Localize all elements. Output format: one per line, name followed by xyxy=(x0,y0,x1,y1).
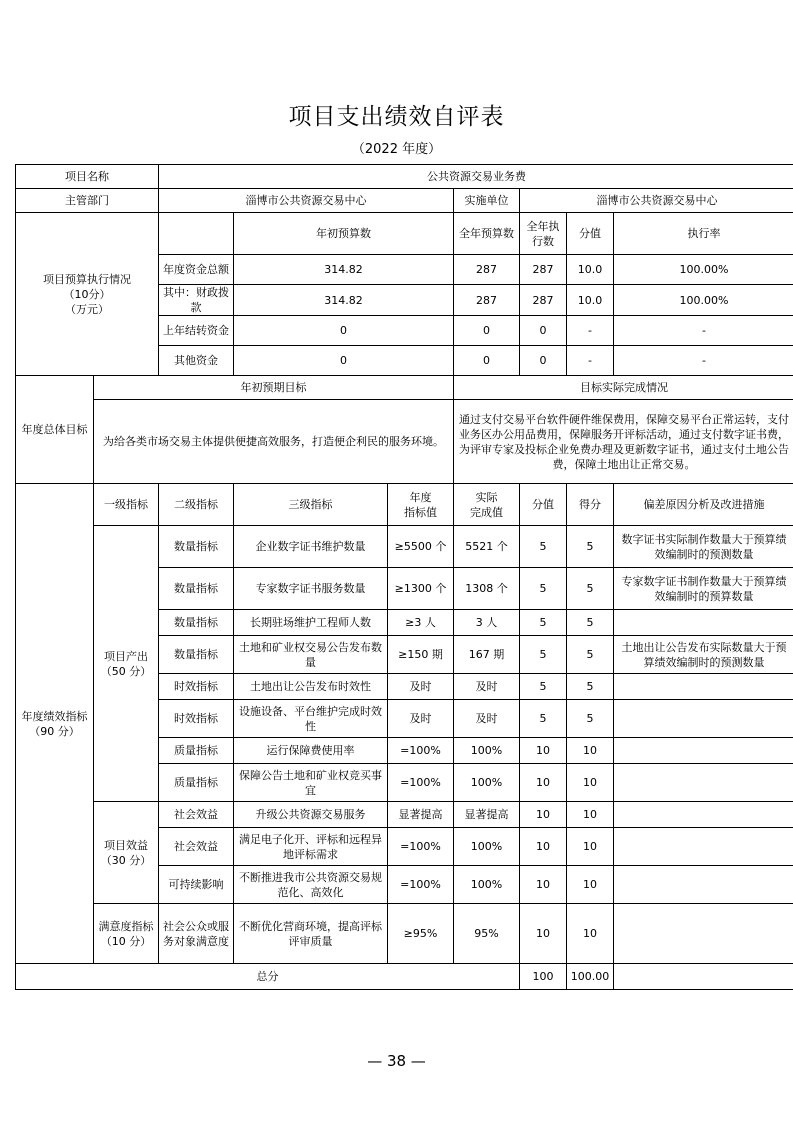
indicator-actual: 100% xyxy=(454,764,520,802)
level3-indicator: 企业数字证书维护数量 xyxy=(234,526,388,568)
indicator-target: =100% xyxy=(388,828,454,866)
indicator-target: 显著提高 xyxy=(388,802,454,828)
indicator-header-row xyxy=(16,484,793,526)
actual-completion-header: 目标实际完成情况 xyxy=(454,376,793,400)
indicator-column-header: 实际 完成值 xyxy=(454,484,520,526)
indicator-actual: 及时 xyxy=(454,700,520,738)
budget-empty-header xyxy=(159,213,234,255)
budget-value: 0 xyxy=(520,346,567,376)
indicator-actual: 显著提高 xyxy=(454,802,520,828)
level2-indicator: 社会效益 xyxy=(159,802,234,828)
project-name-label: 项目名称 xyxy=(16,165,159,189)
indicator-column-header: 三级指标 xyxy=(234,484,388,526)
level3-indicator: 专家数字证书服务数量 xyxy=(234,568,388,610)
indicator-score-value: 5 xyxy=(520,674,567,700)
indicator-score-value: 10 xyxy=(520,738,567,764)
indicator-row xyxy=(16,802,793,828)
budget-section-label: 项目预算执行情况 （10分） （万元） xyxy=(16,213,159,376)
level1-indicator: 满意度指标 （10 分） xyxy=(94,904,159,964)
project-name-row xyxy=(16,165,793,189)
level3-indicator: 保障公告土地和矿业权竞买事宜 xyxy=(234,764,388,802)
indicator-score: 10 xyxy=(567,866,614,904)
budget-value: 10.0 xyxy=(567,255,614,285)
budget-row-label: 上年结转资金 xyxy=(159,316,234,346)
planned-goal-text: 为给各类市场交易主体提供便捷高效服务，打造便企利民的服务环境。 xyxy=(94,400,454,484)
budget-value: 100.00% xyxy=(614,255,793,285)
indicator-score-value: 5 xyxy=(520,526,567,568)
level1-indicator: 项目产出 （50 分） xyxy=(94,526,159,802)
budget-column-header: 执行率 xyxy=(614,213,793,255)
indicator-score-value: 5 xyxy=(520,610,567,636)
deviation-note: 专家数字证书制作数量大于预算绩效编制时的预算数量 xyxy=(614,568,793,610)
level2-indicator: 数量指标 xyxy=(159,568,234,610)
total-note xyxy=(614,964,793,990)
performance-indicator-label: 年度绩效指标 （90 分） xyxy=(16,484,94,964)
goals-content-row xyxy=(16,400,793,484)
deviation-note xyxy=(614,610,793,636)
indicator-target: 及时 xyxy=(388,700,454,738)
indicator-actual: 100% xyxy=(454,738,520,764)
level2-indicator: 社会效益 xyxy=(159,828,234,866)
deviation-note xyxy=(614,674,793,700)
actual-completion-text: 通过支付交易平台软件硬件维保费用，保障交易平台正常运转，支付业务区办公用品费用，保障服务开评标活动，通过支付数字证书费，为评审专家及投标企业免费办理及更新数字证书，通过支付土地公告费，保障土地出让正常交易。 xyxy=(454,400,793,484)
department-value: 淄博市公共资源交易中心 xyxy=(159,189,454,213)
indicator-target: ≥150 期 xyxy=(388,636,454,674)
budget-value: 0 xyxy=(454,346,520,376)
project-name-value: 公共资源交易业务费 xyxy=(159,165,793,189)
level2-indicator: 时效指标 xyxy=(159,674,234,700)
indicator-target: ≥95% xyxy=(388,904,454,964)
level1-indicator: 项目效益 （30 分） xyxy=(94,802,159,904)
goals-header-row xyxy=(16,376,793,400)
level3-indicator: 运行保障费使用率 xyxy=(234,738,388,764)
budget-column-header: 年初预算数 xyxy=(234,213,454,255)
budget-value: 0 xyxy=(454,316,520,346)
indicator-target: ≥3 人 xyxy=(388,610,454,636)
budget-value: - xyxy=(567,346,614,376)
indicator-score: 5 xyxy=(567,700,614,738)
department-label: 主管部门 xyxy=(16,189,159,213)
budget-row-label: 年度资金总额 xyxy=(159,255,234,285)
budget-value: 0 xyxy=(234,346,454,376)
indicator-column-header: 一级指标 xyxy=(94,484,159,526)
indicator-score: 5 xyxy=(567,610,614,636)
total-row xyxy=(16,964,793,990)
indicator-column-header: 得分 xyxy=(567,484,614,526)
indicator-score-value: 10 xyxy=(520,802,567,828)
deviation-note xyxy=(614,802,793,828)
indicator-score-value: 10 xyxy=(520,764,567,802)
performance-table xyxy=(15,164,793,990)
indicator-actual: 5521 个 xyxy=(454,526,520,568)
level2-indicator: 可持续影响 xyxy=(159,866,234,904)
indicator-score: 5 xyxy=(567,636,614,674)
deviation-note xyxy=(614,866,793,904)
budget-column-header: 全年预算数 xyxy=(454,213,520,255)
budget-header-row xyxy=(16,213,793,255)
deviation-note xyxy=(614,764,793,802)
budget-value: 287 xyxy=(520,255,567,285)
deviation-note: 土地出让公告发布实际数量大于预算绩效编制时的预测数量 xyxy=(614,636,793,674)
indicator-score: 10 xyxy=(567,828,614,866)
indicator-actual: 100% xyxy=(454,866,520,904)
budget-value: 287 xyxy=(454,255,520,285)
deviation-note xyxy=(614,700,793,738)
budget-value: 287 xyxy=(520,285,567,316)
level2-indicator: 数量指标 xyxy=(159,526,234,568)
level3-indicator: 满足电子化开、评标和远程异地评标需求 xyxy=(234,828,388,866)
level3-indicator: 土地出让公告发布时效性 xyxy=(234,674,388,700)
indicator-column-header: 分值 xyxy=(520,484,567,526)
level2-indicator: 时效指标 xyxy=(159,700,234,738)
budget-value: - xyxy=(567,316,614,346)
budget-value: - xyxy=(614,346,793,376)
budget-value: 314.82 xyxy=(234,255,454,285)
deviation-note: 数字证书实际制作数量大于预算绩效编制时的预测数量 xyxy=(614,526,793,568)
indicator-actual: 3 人 xyxy=(454,610,520,636)
indicator-column-header: 偏差原因分析及改进措施 xyxy=(614,484,793,526)
indicator-target: =100% xyxy=(388,866,454,904)
level3-indicator: 升级公共资源交易服务 xyxy=(234,802,388,828)
total-label: 总分 xyxy=(16,964,520,990)
implementing-unit-label: 实施单位 xyxy=(454,189,520,213)
deviation-note xyxy=(614,738,793,764)
budget-value: 100.00% xyxy=(614,285,793,316)
indicator-score-value: 5 xyxy=(520,568,567,610)
level2-indicator: 数量指标 xyxy=(159,636,234,674)
indicator-score: 10 xyxy=(567,738,614,764)
indicator-target: ≥5500 个 xyxy=(388,526,454,568)
level3-indicator: 土地和矿业权交易公告发布数量 xyxy=(234,636,388,674)
total-score-value: 100 xyxy=(520,964,567,990)
document-subtitle: （2022 年度） xyxy=(351,142,442,157)
level2-indicator: 质量指标 xyxy=(159,764,234,802)
indicator-score: 10 xyxy=(567,764,614,802)
level3-indicator: 不断优化营商环境，提高评标评审质量 xyxy=(234,904,388,964)
level3-indicator: 长期驻场维护工程师人数 xyxy=(234,610,388,636)
indicator-target: 及时 xyxy=(388,674,454,700)
level3-indicator: 不断推进我市公共资源交易规范化、高效化 xyxy=(234,866,388,904)
budget-value: 287 xyxy=(454,285,520,316)
table-body xyxy=(16,165,793,990)
level2-indicator: 质量指标 xyxy=(159,738,234,764)
budget-row-label: 其他资金 xyxy=(159,346,234,376)
deviation-note xyxy=(614,904,793,964)
page-number: — 38 — xyxy=(367,1052,426,1070)
indicator-actual: 1308 个 xyxy=(454,568,520,610)
budget-value: - xyxy=(614,316,793,346)
indicator-score: 10 xyxy=(567,904,614,964)
document-title: 项目支出绩效自评表 xyxy=(288,104,505,130)
indicator-score-value: 5 xyxy=(520,700,567,738)
budget-column-header: 全年执行数 xyxy=(520,213,567,255)
indicator-target: =100% xyxy=(388,738,454,764)
total-score: 100.00 xyxy=(567,964,614,990)
indicator-score: 5 xyxy=(567,568,614,610)
deviation-note xyxy=(614,828,793,866)
level2-indicator: 数量指标 xyxy=(159,610,234,636)
indicator-score-value: 10 xyxy=(520,866,567,904)
indicator-score-value: 10 xyxy=(520,828,567,866)
indicator-column-header: 二级指标 xyxy=(159,484,234,526)
budget-column-header: 分值 xyxy=(567,213,614,255)
annual-goal-label: 年度总体目标 xyxy=(16,376,94,484)
indicator-score: 5 xyxy=(567,526,614,568)
indicator-row xyxy=(16,526,793,568)
level2-indicator: 社会公众或服务对象满意度 xyxy=(159,904,234,964)
indicator-score-value: 10 xyxy=(520,904,567,964)
indicator-target: =100% xyxy=(388,764,454,802)
indicator-score: 5 xyxy=(567,674,614,700)
budget-value: 0 xyxy=(234,316,454,346)
planned-goal-header: 年初预期目标 xyxy=(94,376,454,400)
indicator-actual: 及时 xyxy=(454,674,520,700)
indicator-target: ≥1300 个 xyxy=(388,568,454,610)
indicator-actual: 95% xyxy=(454,904,520,964)
department-row xyxy=(16,189,793,213)
indicator-score-value: 5 xyxy=(520,636,567,674)
indicator-actual: 167 期 xyxy=(454,636,520,674)
budget-value: 10.0 xyxy=(567,285,614,316)
level3-indicator: 设施设备、平台维护完成时效性 xyxy=(234,700,388,738)
implementing-unit-value: 淄博市公共资源交易中心 xyxy=(520,189,793,213)
budget-value: 314.82 xyxy=(234,285,454,316)
budget-row-label: 其中：财政拨款 xyxy=(159,285,234,316)
budget-value: 0 xyxy=(520,316,567,346)
indicator-actual: 100% xyxy=(454,828,520,866)
indicator-column-header: 年度 指标值 xyxy=(388,484,454,526)
indicator-score: 10 xyxy=(567,802,614,828)
indicator-row xyxy=(16,904,793,964)
